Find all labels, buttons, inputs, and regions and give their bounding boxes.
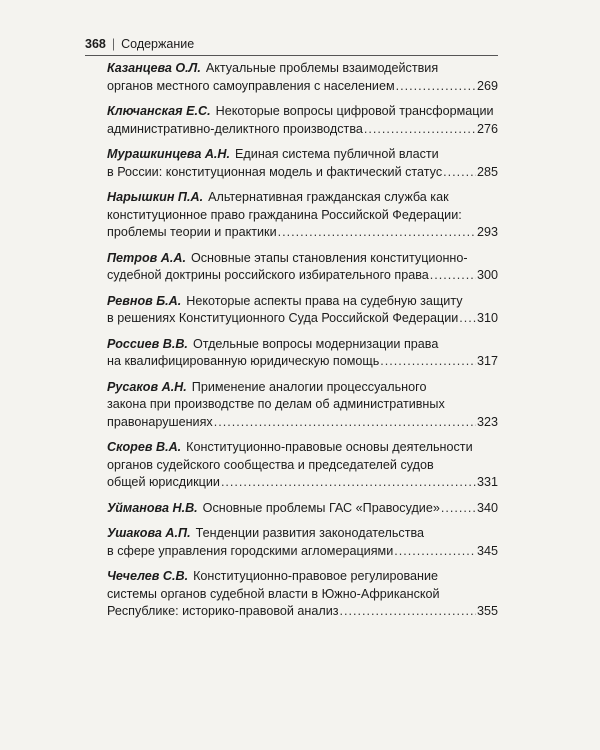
dot-leader <box>396 78 476 96</box>
entry-page-number: 269 <box>476 78 498 93</box>
entry-page-number: 331 <box>476 475 498 489</box>
entry-last-line <box>107 474 498 492</box>
dot-leader <box>221 474 476 492</box>
entry-author: Нарышкин П.А. <box>107 190 204 204</box>
entry-page-number: 310 <box>476 311 498 325</box>
entry-title-end <box>107 164 442 182</box>
entry-title-text: Конституционно-правовое регулирование <box>193 569 439 583</box>
entry-page-number: 317 <box>476 354 498 368</box>
entry-title-line <box>107 457 498 475</box>
dot-leader <box>364 121 476 139</box>
toc-entry <box>107 293 498 328</box>
entry-title-line <box>107 103 498 121</box>
entry-title-text: на квалифицированную юридическую помощь <box>107 354 380 368</box>
toc-entry <box>107 189 498 242</box>
entry-last-line <box>107 164 498 182</box>
entry-title-line <box>107 586 498 604</box>
entry-title-line <box>107 439 498 457</box>
entry-last-line <box>107 353 498 371</box>
entry-title-line <box>107 568 498 586</box>
entry-author: Русаков А.Н. <box>107 379 187 394</box>
entry-title-text: органов местного самоуправления с населением <box>107 78 395 93</box>
entry-title-end <box>107 78 395 96</box>
entry-title-text: в сфере управления городскими агломерациями <box>107 543 394 558</box>
entry-page-number: 345 <box>476 543 498 558</box>
entry-page-number: 355 <box>476 604 498 618</box>
dot-leader <box>214 414 476 432</box>
entry-author: Петров А.А. <box>107 250 186 265</box>
entry-page-number: 276 <box>476 121 498 136</box>
toc-entry <box>107 146 498 181</box>
page-number: 368 <box>85 37 106 51</box>
toc-entry <box>107 379 498 432</box>
dot-leader <box>380 353 476 371</box>
entry-author: Мурашкинцева А.Н. <box>107 147 231 161</box>
entry-title-text: общей юрисдикции <box>107 475 220 489</box>
dot-leader <box>278 224 476 242</box>
entry-author: Уйманова Н.В. <box>107 500 198 515</box>
entry-author: Ключанская Е.С. <box>107 104 211 118</box>
entry-last-line <box>107 500 498 518</box>
dot-leader <box>443 164 476 182</box>
entry-author: Скорев В.А. <box>107 440 182 454</box>
entry-page-number: 323 <box>476 414 498 429</box>
entry-page-number: 293 <box>476 225 498 239</box>
entry-page-number: 340 <box>476 500 498 515</box>
entry-title-text: проблемы теории и практики <box>107 225 277 239</box>
entry-page-number: 285 <box>476 164 498 179</box>
entry-title-line <box>107 293 498 311</box>
entry-title-end <box>107 500 440 518</box>
entry-title-text: Конституционно-правовые основы деятельности <box>186 440 473 454</box>
entry-title-line <box>107 379 498 397</box>
entry-author: Ревнов Б.А. <box>107 293 182 308</box>
entry-title-end <box>107 121 363 139</box>
entry-title-text: закона при производстве по делам об административных <box>107 397 445 411</box>
entry-title-text: системы органов судебной власти в Южно-Африканской <box>107 586 440 601</box>
entry-last-line <box>107 414 498 432</box>
toc-entry <box>107 336 498 371</box>
entry-title-text: Отдельные вопросы модернизации права <box>192 336 439 351</box>
dot-leader <box>340 603 476 621</box>
entry-title-end <box>107 543 393 561</box>
entry-title-text: Тенденции развития законодательства <box>195 526 425 540</box>
entry-title-text: Применение аналогии процессуального <box>191 379 427 394</box>
entry-title-text: Основные этапы становления конституционно- <box>190 250 468 265</box>
entry-page-number: 300 <box>476 268 498 282</box>
entry-title-end <box>107 414 213 432</box>
entry-title-line <box>107 146 498 164</box>
entry-last-line <box>107 603 498 621</box>
entry-title-line <box>107 396 498 414</box>
entry-last-line <box>107 267 498 285</box>
entry-last-line <box>107 543 498 561</box>
entry-title-text: судебной доктрины российского избирательного права <box>107 268 429 282</box>
entry-last-line <box>107 224 498 242</box>
entry-title-text: Некоторые аспекты права на судебную защиту <box>186 293 463 308</box>
entry-title-line <box>107 250 498 268</box>
toc-entry <box>107 250 498 285</box>
entry-title-text: Актуальные проблемы взаимодействия <box>205 61 439 75</box>
entry-title-text: Альтернативная гражданская служба как <box>208 190 449 204</box>
entry-title-text: правонарушениях <box>107 414 213 429</box>
dot-leader <box>394 543 476 561</box>
entry-last-line <box>107 121 498 139</box>
entry-title-line <box>107 525 498 543</box>
entry-title-text: Основные проблемы ГАС «Правосудие» <box>202 500 440 515</box>
entry-last-line <box>107 310 498 328</box>
entry-author: Россиев В.В. <box>107 336 188 351</box>
entry-title-end <box>107 603 339 621</box>
entry-title-text: Единая система публичной власти <box>235 147 439 161</box>
entry-title-end <box>107 224 277 242</box>
toc-entry <box>107 525 498 560</box>
entry-title-text: Некоторые вопросы цифровой трансформации <box>215 104 494 118</box>
table-of-contents <box>107 60 498 629</box>
toc-entry <box>107 60 498 95</box>
entry-title-text: органов судейского сообщества и председателей судов <box>107 457 434 472</box>
section-title: Содержание <box>121 37 195 51</box>
entry-last-line <box>107 78 498 96</box>
entry-title-end <box>107 310 458 328</box>
toc-entry <box>107 103 498 138</box>
toc-entry <box>107 439 498 492</box>
dot-leader <box>430 267 476 285</box>
entry-title-text: в решениях Конституционного Суда Российской Федерации <box>107 311 459 325</box>
entry-title-text: конституционное право гражданина Российской Федерации: <box>107 207 462 222</box>
entry-title-line <box>107 336 498 354</box>
page-header <box>85 36 498 56</box>
entry-author: Казанцева О.Л. <box>107 61 201 75</box>
entry-title-line <box>107 189 498 207</box>
toc-entry <box>107 500 498 518</box>
entry-title-end <box>107 474 220 492</box>
header-separator: | <box>111 37 116 51</box>
entry-author: Чечелев С.В. <box>107 569 189 583</box>
entry-title-text: в России: конституционная модель и фактический статус <box>107 164 443 179</box>
toc-entry <box>107 568 498 621</box>
entry-title-line <box>107 207 498 225</box>
entry-author: Ушакова А.П. <box>107 526 191 540</box>
dot-leader <box>459 310 476 328</box>
entry-title-end <box>107 353 379 371</box>
entry-title-text: Республике: историко-правовой анализ <box>107 604 339 618</box>
entry-title-text: административно-деликтного производства <box>107 121 363 136</box>
entry-title-line <box>107 60 498 78</box>
dot-leader <box>441 500 476 518</box>
entry-title-end <box>107 267 429 285</box>
